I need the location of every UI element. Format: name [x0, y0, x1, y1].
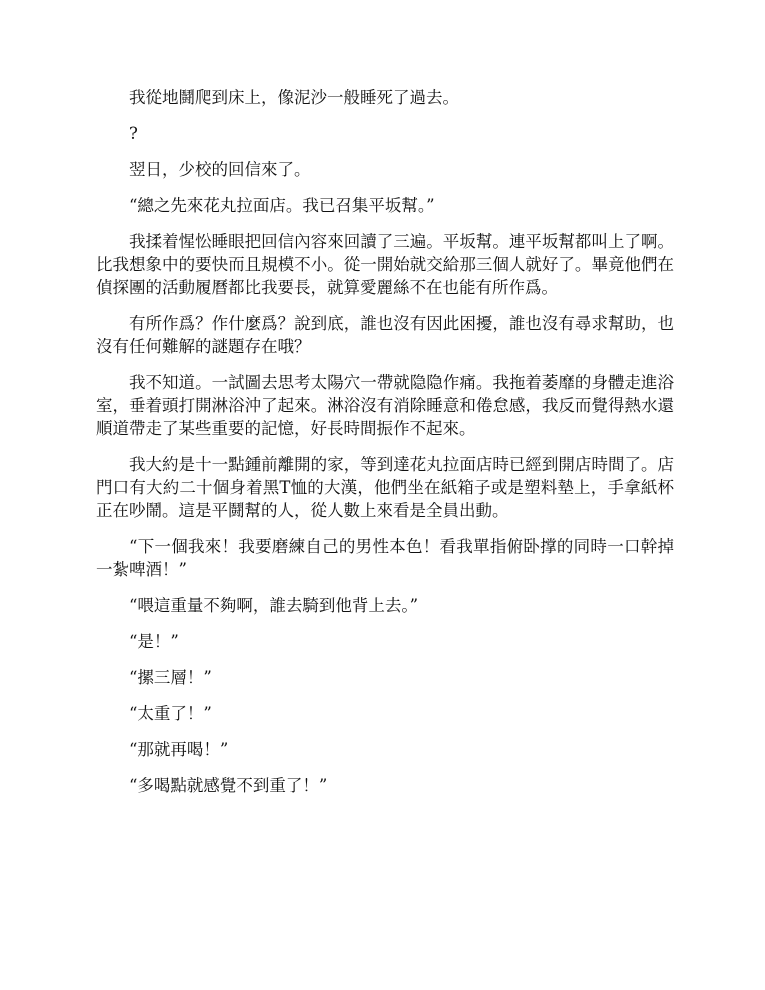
paragraph: “喂這重量不夠啊，誰去騎到他背上去。”	[129, 596, 419, 615]
paragraph: “多喝點就感覺不到重了！”	[129, 776, 328, 795]
paragraph: “摞三層！”	[129, 668, 212, 687]
document-page	[96, 86, 674, 810]
paragraph: “是！”	[129, 632, 179, 651]
paragraph: 我揉着惺忪睡眼把回信內容來回讀了三遍。平坂幫。連平坂幫都叫上了啊。比我想象中的要快而且規模不小。從一開始就交給那三個人就好了。畢竟他們在偵探團的活動履曆都比我要長，就算愛麗絲不在也能有所作爲。	[96, 232, 674, 297]
paragraph: “總之先來花丸拉面店。我已召集平坂幫。”	[129, 196, 435, 215]
paragraph: 我大約是十一點鍾前離開的家，等到達花丸拉面店時已經到開店時間了。店門口有大約二十個身着黑T恤的大漢，他們坐在紙箱子或是塑料墊上，手拿紙杯正在吵鬧。這是平鬪幫的人，從人數上來看是全員出動。	[96, 455, 674, 520]
paragraph: “太重了！”	[129, 704, 212, 723]
paragraph: 我從地鬪爬到床上，像泥沙一般睡死了過去。	[129, 88, 459, 107]
paragraph: 翌日，少校的回信來了。	[129, 160, 311, 179]
paragraph: 我不知道。一試圖去思考太陽穴一帶就隐隐作痛。我拖着萎靡的身體走進浴室，垂着頭打開淋浴沖了起來。淋浴沒有消除睡意和倦怠感，我反而覺得熱水還順道帶走了某些重要的記憶，好長時間振作不起來。	[96, 373, 674, 438]
paragraph: “那就再喝！”	[129, 740, 229, 759]
paragraph: ?	[129, 124, 138, 143]
paragraph: 有所作爲？作什麼爲？說到底，誰也沒有因此困擾，誰也沒有尋求幫助，也沒有任何難解的謎題存在哦？	[96, 314, 674, 356]
paragraph: “下一個我來！我要磨練自己的男性本色！看我單指俯卧撑的同時一口幹掉一紮啤酒！”	[96, 537, 674, 579]
